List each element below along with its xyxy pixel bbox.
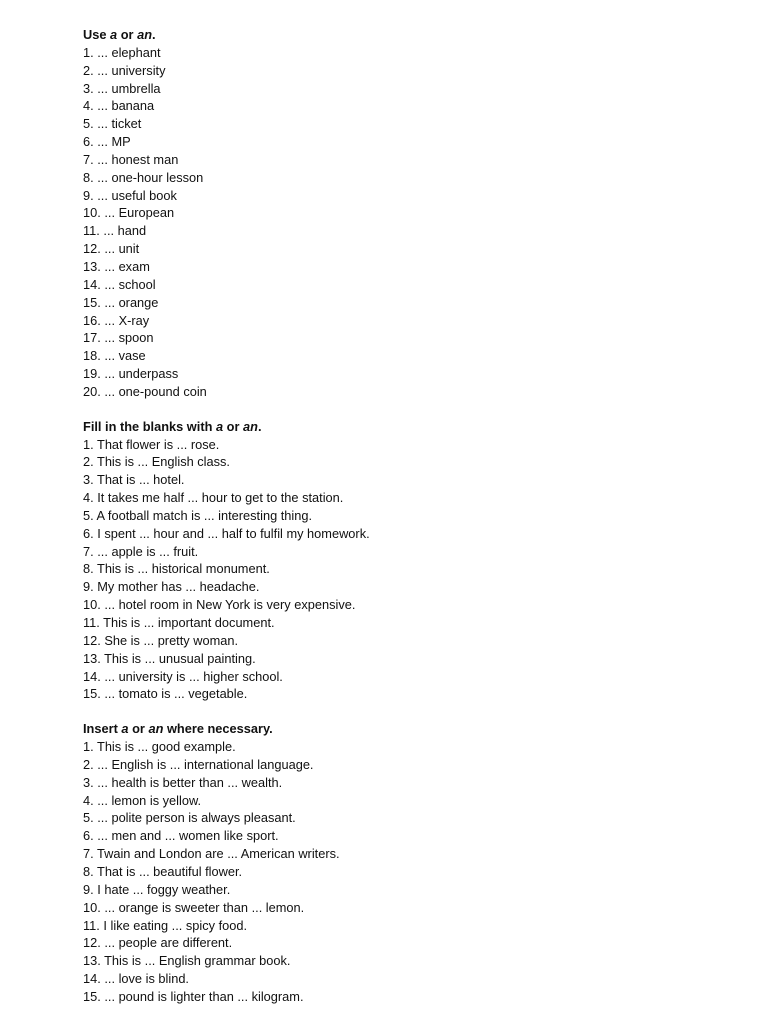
exercise-item: 10. ... orange is sweeter than ... lemon. xyxy=(83,899,305,915)
exercise-item: 12. She is ... pretty woman. xyxy=(83,632,239,648)
exercise-section-2 xyxy=(83,418,723,704)
exercise-item: 16. ... X-ray xyxy=(83,312,150,328)
exercise-item: 5. ... ticket xyxy=(83,116,142,132)
exercise-item: 4. ... lemon is yellow. xyxy=(83,792,202,808)
exercise-item: 6. I spent ... hour and ... half to fulfil my homework. xyxy=(83,525,370,541)
exercise-item: 9. ... useful book xyxy=(83,187,177,203)
exercise-item: 1. That flower is ... rose. xyxy=(83,436,220,452)
exercise-item: 1. This is ... good example. xyxy=(83,739,236,755)
exercise-section-1 xyxy=(83,26,723,401)
exercise-item: 20. ... one-pound coin xyxy=(83,383,207,399)
exercise-item: 11. This is ... important document. xyxy=(83,615,275,630)
exercise-item: 15. ... tomato is ... vegetable. xyxy=(83,686,248,702)
exercise-item: 4. It takes me half ... hour to get to the station. xyxy=(83,490,344,506)
exercise-item: 13. This is ... unusual painting. xyxy=(83,650,256,666)
exercise-item: 10. ... hotel room in New York is very expensive. xyxy=(83,597,356,613)
exercise-item: 19. ... underpass xyxy=(83,366,179,382)
exercise-item: 15. ... orange xyxy=(83,294,159,310)
exercise-item: 1. ... elephant xyxy=(83,44,161,60)
exercise-item: 6. ... men and ... women like sport. xyxy=(83,828,279,844)
exercise-item: 17. ... spoon xyxy=(83,330,154,346)
exercise-item: 2. This is ... English class. xyxy=(83,454,230,470)
exercise-item: 7. ... apple is ... fruit. xyxy=(83,543,199,559)
exercise-item: 3. ... health is better than ... wealth. xyxy=(83,774,283,790)
exercise-item: 15. ... pound is lighter than ... kilogram. xyxy=(83,988,304,1004)
exercise-item: 18. ... vase xyxy=(83,348,146,364)
exercise-item: 5. A football match is ... interesting thing. xyxy=(83,507,313,523)
exercise-item: 9. I hate ... foggy weather. xyxy=(83,881,231,897)
exercise-items xyxy=(83,436,723,704)
exercise-item: 12. ... people are different. xyxy=(83,935,233,951)
worksheet-page xyxy=(83,26,723,1023)
exercise-items xyxy=(83,44,723,401)
exercise-item: 8. That is ... beautiful flower. xyxy=(83,863,243,879)
exercise-item: 4. ... banana xyxy=(83,98,155,114)
exercise-item: 7. Twain and London are ... American writers. xyxy=(83,846,340,862)
exercise-item: 3. That is ... hotel. xyxy=(83,472,185,488)
exercise-item: 14. ... love is blind. xyxy=(83,971,189,987)
exercise-item: 6. ... MP xyxy=(83,134,131,150)
exercise-item: 10. ... European xyxy=(83,205,175,221)
exercise-item: 14. ... university is ... higher school. xyxy=(83,668,283,684)
exercise-item: 14. ... school xyxy=(83,276,156,292)
exercise-item: 3. ... umbrella xyxy=(83,80,161,96)
exercise-heading: Use a or an. xyxy=(83,27,156,42)
exercise-section-3 xyxy=(83,720,723,1006)
exercise-item: 12. ... unit xyxy=(83,241,140,257)
exercise-item: 8. ... one-hour lesson xyxy=(83,169,204,185)
exercise-item: 7. ... honest man xyxy=(83,151,179,167)
exercise-item: 5. ... polite person is always pleasant. xyxy=(83,810,296,826)
exercise-item: 13. This is ... English grammar book. xyxy=(83,953,291,969)
exercise-item: 8. This is ... historical monument. xyxy=(83,561,270,577)
exercise-heading: Insert a or an where necessary. xyxy=(83,721,273,737)
exercise-items xyxy=(83,738,723,1006)
exercise-item: 2. ... English is ... international language. xyxy=(83,756,314,772)
exercise-item: 9. My mother has ... headache. xyxy=(83,579,260,595)
exercise-heading: Fill in the blanks with a or an. xyxy=(83,418,262,434)
exercise-item: 13. ... exam xyxy=(83,258,150,274)
exercise-item: 2. ... university xyxy=(83,62,166,78)
exercise-item: 11. ... hand xyxy=(83,223,147,239)
exercise-item: 11. I like eating ... spicy food. xyxy=(83,917,248,933)
